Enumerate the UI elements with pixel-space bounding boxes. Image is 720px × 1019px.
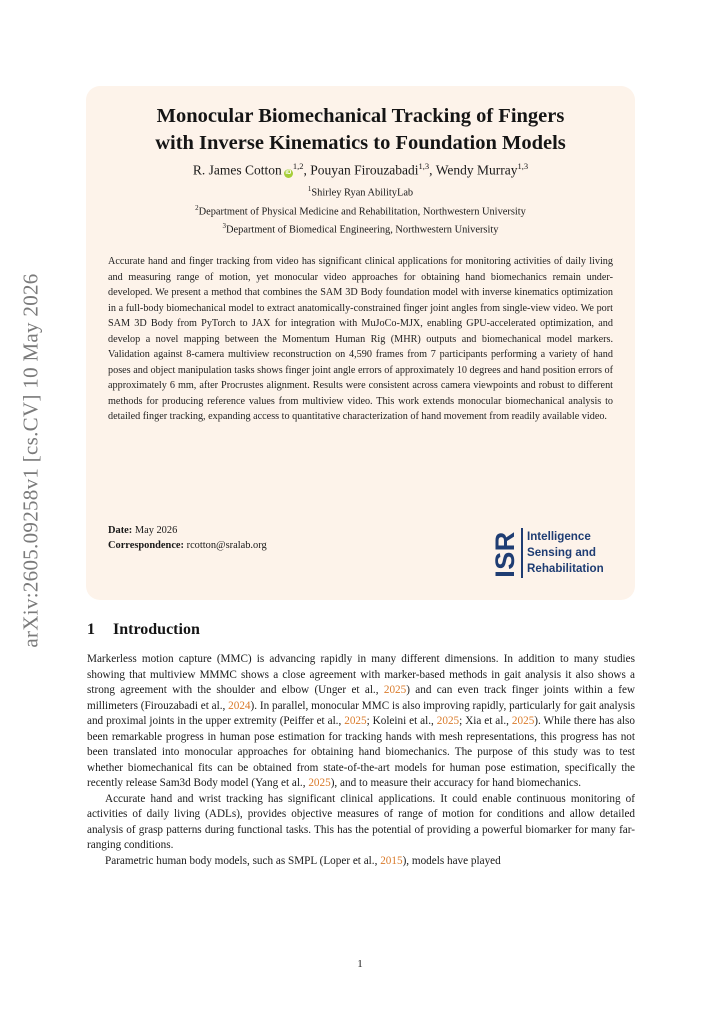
author-separator: ,	[429, 162, 436, 178]
date-label: Date:	[108, 525, 133, 536]
logo-text	[527, 529, 604, 577]
text-run: ; Xia et al.,	[459, 715, 512, 727]
logo-divider	[521, 528, 523, 578]
affiliation-number: 3	[222, 222, 227, 231]
citation-link[interactable]: 2025	[308, 777, 331, 789]
logo-line-1: Intelligence	[527, 530, 591, 543]
text-run: ) and can even track finger joints within a few millimeters (Firouzabadi et al.,	[87, 684, 635, 712]
isr-logo	[489, 526, 627, 582]
logo-mark-text: ISR	[489, 530, 520, 578]
title-card	[86, 86, 635, 600]
isr-logo-mark	[489, 526, 520, 582]
affiliation-3	[86, 219, 635, 238]
body-text	[87, 652, 635, 869]
author-3-name: Wendy Murray	[435, 162, 518, 178]
author-list	[86, 161, 635, 179]
author-3-affil: 1,3	[517, 161, 529, 171]
date-value: May 2026	[134, 525, 178, 536]
affiliation-number: 1	[307, 185, 312, 193]
paragraph-2: Accurate hand and wrist tracking has significant clinical applications. It could enable continuous monitoring of activities of daily living (ADLs), provides objective measures of range of motion for conditions and allow detailed analysis of grasp patterns during functional tasks. This has the potential of providing a powerful biomarker for many far-ranging conditions.	[87, 792, 635, 851]
text-run: ), and to measure their accuracy for hand biomechanics.	[330, 777, 582, 789]
date-line	[108, 523, 408, 538]
citation-link[interactable]: 2025	[436, 715, 460, 727]
correspondence-email[interactable]: rcotton@sralab.org	[186, 540, 267, 551]
author-2-name: Pouyan Firouzabadi	[310, 162, 419, 178]
paper-title	[86, 103, 635, 157]
text-run: ). In parallel, monocular MMC is also improving rapidly, particularly for gait analysis and proximal joints in the upper extremity (Peiffer et al.,	[87, 699, 635, 727]
affiliation-1	[86, 182, 635, 201]
citation-link[interactable]: 2025	[344, 715, 367, 727]
citation-link[interactable]: 2025	[511, 715, 535, 727]
page-number: 1	[357, 958, 363, 970]
arxiv-identifier	[8, 230, 54, 690]
logo-line-2: Sensing and	[527, 546, 596, 559]
correspondence-line	[108, 538, 408, 553]
text-run: ; Koleini et al.,	[366, 715, 437, 727]
orcid-icon[interactable]: iD	[285, 169, 292, 176]
affiliation-text: Department of Biomedical Engineering, Northwestern University	[226, 224, 499, 236]
citation-link[interactable]: 2025	[383, 684, 407, 696]
affiliation-number: 2	[195, 203, 199, 212]
affiliation-text: Department of Physical Medicine and Rehabilitation, Northwestern University	[198, 206, 526, 218]
arxiv-id-text: arXiv:2605.09258v1 [cs.CV] 10 May 2026	[18, 272, 43, 648]
text-run: Parametric human body models, such as SMPL (Loper et al.,	[105, 854, 381, 867]
text-run: ). While there has also been remarkable progress in human pose estimation for tracking hands with mesh representations, this progress has not been translated into monocular approaches for obtaining hand biomechanics. The purpose of this study was to test whether biomechanical fits can be obtained from state-of-the-art models for human pose estimation, specifically the recently release Sam3d Body model (Yang et al.,	[87, 715, 635, 789]
text-run: Markerless motion capture (MMC) is advancing rapidly in many different dimensions. In addition to many studies showing that multiview MMMC shows a close agreement with marker-based methods in gait analysis it also shows a strong agreement with the shoulder and elbow (Unger et al.,	[87, 653, 635, 696]
text-run: ), models have played	[402, 854, 501, 867]
paragraph-3	[87, 854, 635, 870]
affiliation-text: Shirley Ryan AbilityLab	[311, 187, 414, 199]
section-title: Introduction	[113, 621, 200, 638]
title-line-1: Monocular Biomechanical Tracking of Fingers	[156, 105, 565, 127]
paper-meta	[108, 523, 408, 553]
correspondence-label: Correspondence:	[108, 540, 184, 551]
author-1-affil: 1,2	[292, 161, 304, 171]
section-heading	[87, 621, 200, 639]
citation-link[interactable]: 2015	[380, 854, 403, 867]
paragraph-1	[87, 652, 635, 792]
citation-link[interactable]: 2024	[228, 699, 251, 712]
author-2-affil: 1,3	[418, 161, 430, 171]
section-number: 1	[87, 621, 95, 638]
abstract: Accurate hand and finger tracking from video has significant clinical applications for monitoring activities of daily living and measuring range of motion, yet monocular video approaches for obtaining hand biomechanics remain under-developed. We present a method that combines the SAM 3D Body foundation model with inverse kinematics optimization in a full-body biomechanical model to extract anatomically-constrained finger joint angles from single-view video. We port SAM 3D Body from PyTorch to JAX for integration with MuJoCo-MJX, enabling GPU-accelerated optimization, and develop a novel mapping between the Momentum Human Rig (MHR) outputs and biomechanical model markers. Validation against 8-camera multiview reconstruction on 4,590 frames from 7 participants performing a variety of hand poses and object manipulation tasks shows finger joint angle errors of approximately 10 degrees and hand position errors of approximately 6 mm, after Procrustes alignment. Results were consistent across camera viewpoints and robust to different methods for producing reference values from multiview video. This work extends monocular biomechanical analysis to detailed finger tracking, expanding access to quantitative characterization of hand movement from readily available video.	[108, 256, 613, 422]
author-1-name: R. James Cotton	[192, 162, 282, 178]
logo-line-3: Rehabilitation	[527, 562, 604, 575]
author-separator: ,	[303, 162, 311, 178]
affiliation-2	[86, 201, 635, 220]
title-line-2: with Inverse Kinematics to Foundation Models	[155, 132, 566, 154]
affiliations	[86, 182, 635, 238]
